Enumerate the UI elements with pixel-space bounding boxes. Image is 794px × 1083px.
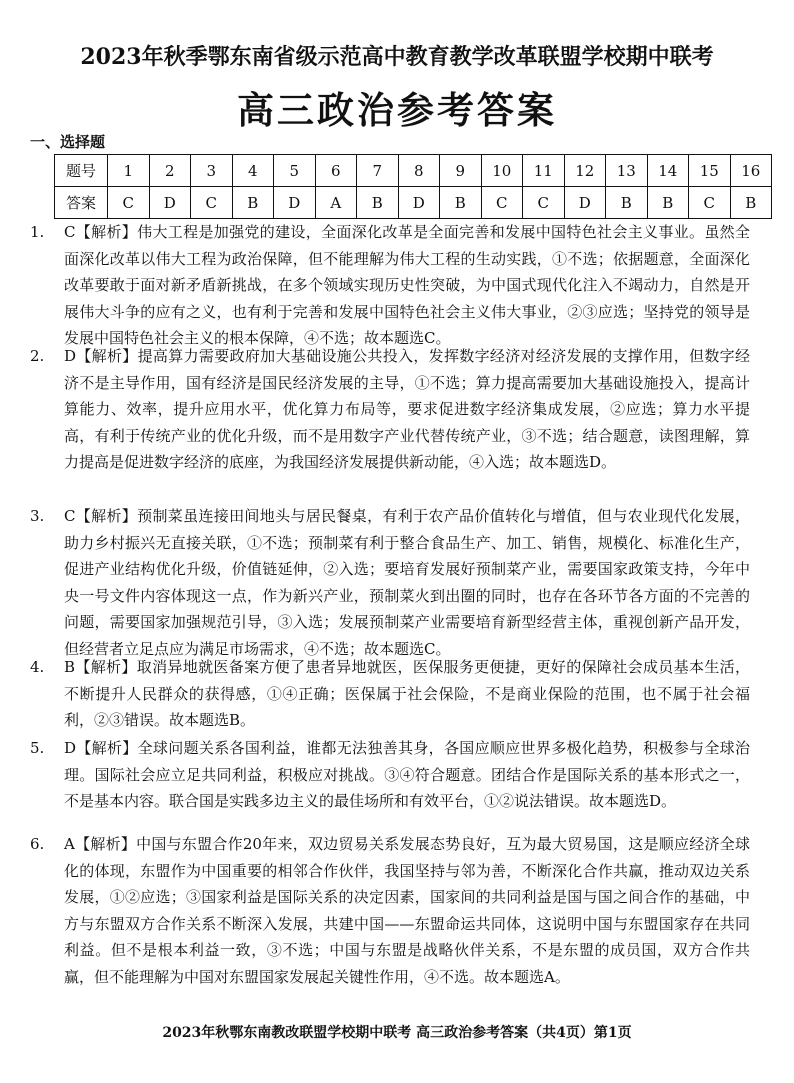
answer-cell: A	[315, 187, 357, 219]
explanation-item	[30, 831, 750, 991]
explanation-text: D【解析】提高算力需要政府加大基础设施公共投入，发挥数字经济对经济发展的支撑作用，但数字经济不是主导作用，国有经济是国民经济发展的主导，①不选；算力提高需要加大基础设施投入，提高计算能力、效率，提升应用水平，优化算力布局等，要求促进数字经济集成发展，②应选；算力水平提高，有利于传统产业的优化升级，而不是用数字产业代替传统产业，③不选；结合题意，读图理解，算力提高是促进数字经济的底座，为我国经济发展提供新动能，④入选；故本题选D。	[64, 347, 750, 472]
page-title: 高三政治参考答案	[237, 88, 557, 132]
explanation-number: 5.	[30, 739, 45, 757]
question-number-cell: 8	[398, 155, 440, 187]
question-number-cell: 9	[440, 155, 482, 187]
answer-cell: C	[523, 187, 565, 219]
question-number-cell: 6	[315, 155, 357, 187]
explanation-number: 1.	[30, 223, 45, 241]
answer-cell: B	[730, 187, 772, 219]
answer-cell: B	[440, 187, 482, 219]
answer-cell: C	[108, 187, 150, 219]
answer-cell: B	[232, 187, 274, 219]
question-number-row	[55, 155, 772, 187]
answer-cell: C	[191, 187, 233, 219]
question-number-cell: 16	[730, 155, 772, 187]
question-number-cell: 3	[191, 155, 233, 187]
answer-cell: D	[274, 187, 316, 219]
row-label-number: 题号	[55, 155, 108, 187]
page-footer: 2023年秋鄂东南教改联盟学校期中联考 高三政治参考答案（共4页）第1页	[162, 1025, 632, 1041]
explanation-item	[30, 219, 750, 352]
explanation-number: 4.	[30, 658, 45, 676]
answer-table	[54, 154, 772, 219]
section-heading: 一、选择题	[30, 133, 106, 151]
explanation-text: D【解析】全球问题关系各国利益，谁都无法独善其身，各国应顺应世界多极化趋势，积极参与全球治理。国际社会应立足共同利益，积极应对挑战。③④符合题意。团结合作是国际关系的基本形式之一，不是基本内容。联合国是实践多边主义的最佳场所和有效平台，①②说法错误。故本题选D。	[64, 739, 750, 811]
answer-cell: C	[481, 187, 523, 219]
answer-cell: D	[149, 187, 191, 219]
question-number-cell: 5	[274, 155, 316, 187]
explanation-text: C【解析】伟大工程是加强党的建设，全面深化改革是全面完善和发展中国特色社会主义事业。虽然全面深化改革以伟大工程为政治保障，但不能理解为伟大工程的生动实践，①不选；依据题意，全面深化改革要敢于面对新矛盾新挑战，在多个领域实现历史性突破，为中国式现代化注入不竭动力，自然是开展伟大斗争的应有之义，也有利于完善和发展中国特色社会主义伟大事业，②③应选；坚持党的领导是发展中国特色社会主义的根本保障，④不选；故本题选C。	[64, 223, 750, 348]
answer-row	[55, 187, 772, 219]
question-number-cell: 14	[647, 155, 689, 187]
question-number-cell: 13	[606, 155, 648, 187]
explanation-item	[30, 503, 750, 663]
answer-cell: D	[564, 187, 606, 219]
explanation-number: 6.	[30, 835, 45, 853]
explanation-number: 3.	[30, 507, 45, 525]
question-number-cell: 10	[481, 155, 523, 187]
explanation-number: 2.	[30, 347, 45, 365]
question-number-cell: 4	[232, 155, 274, 187]
question-number-cell: 12	[564, 155, 606, 187]
question-number-cell: 1	[108, 155, 150, 187]
answer-cell: B	[647, 187, 689, 219]
question-number-cell: 15	[689, 155, 731, 187]
explanation-item	[30, 735, 750, 815]
answer-cell: C	[689, 187, 731, 219]
answer-cell: B	[606, 187, 648, 219]
question-number-cell: 11	[523, 155, 565, 187]
explanation-item	[30, 654, 750, 734]
explanation-item	[30, 343, 750, 476]
row-label-answer: 答案	[55, 187, 108, 219]
question-number-cell: 7	[357, 155, 399, 187]
explanation-text: A【解析】中国与东盟合作20年来，双边贸易关系发展态势良好，互为最大贸易国，这是顺应经济全球化的体现，东盟作为中国重要的相邻合作伙伴，我国坚持与邻为善，不断深化合作共赢，推动双边关系发展，①②应选；③国家利益是国际关系的决定因素，国家间的共同利益是国与国之间合作的基础，中方与东盟双方合作关系不断深入发展，共建中国——东盟命运共同体，这说明中国与东盟国家存在共同利益。但不是根本利益一致，③不选；中国与东盟是战略伙伴关系，不是东盟的成员国，双方合作共赢，但不能理解为中国对东盟国家发展起关键性作用，④不选。故本题选A。	[64, 835, 750, 986]
question-number-cell: 2	[149, 155, 191, 187]
answer-cell: D	[398, 187, 440, 219]
explanation-text: B【解析】取消异地就医备案方便了患者异地就医，医保服务更便捷，更好的保障社会成员基本生活，不断提升人民群众的获得感，①④正确；医保属于社会保险，不是商业保险的范围，也不属于社会福利，②③错误。故本题选B。	[64, 658, 750, 730]
explanation-text: C【解析】预制菜虽连接田间地头与居民餐桌，有利于农产品价值转化与增值，但与农业现代化发展，助力乡村振兴无直接关联，①不选；预制菜有利于整合食品生产、加工、销售，规模化、标准化生产，促进产业结构优化升级，价值链延伸，②入选；要培育发展好预制菜产业，需要国家政策支持，今年中央一号文件内容体现这一点，作为新兴产业，预制菜火到出圈的同时，也存在各环节各方面的不完善的问题，需要国家加强规范引导，③入选；发展预制菜产业需要培育新型经营主体，重视创新产品开发，但经营者立足点应为满足市场需求，④不选；故本题选C。	[64, 507, 750, 658]
exam-title: 2023年秋季鄂东南省级示范高中教育教学改革联盟学校期中联考	[80, 44, 714, 70]
answer-cell: B	[357, 187, 399, 219]
